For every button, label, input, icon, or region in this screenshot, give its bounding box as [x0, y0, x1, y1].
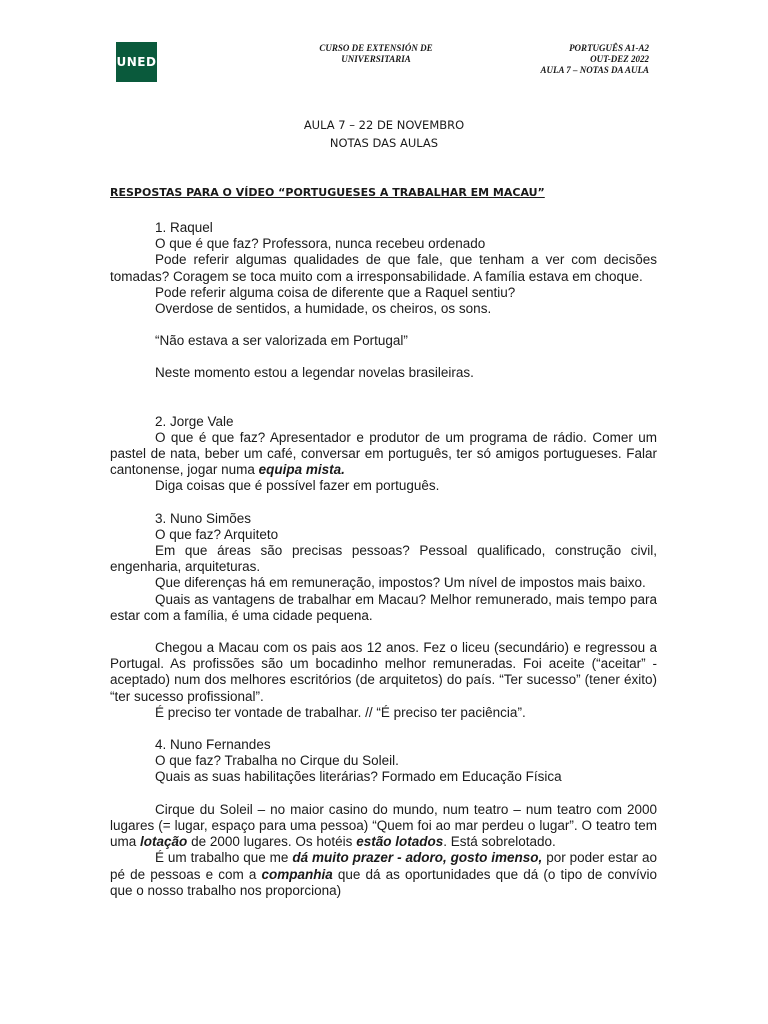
paragraph: Neste momento estou a legendar novelas brasileiras.: [155, 365, 474, 381]
level-line: PORTUGUÊS A1-A2: [569, 43, 649, 53]
paragraph: [110, 802, 657, 851]
paragraph: Quais as suas habilitações literárias? Formado em Educação Física: [155, 769, 562, 785]
text: . Está sobrelotado.: [443, 834, 556, 850]
uned-logo: UNED: [116, 42, 157, 82]
paragraph: Chegou a Macau com os pais aos 12 anos. Fez o liceu (secundário) e regressou a Portugal. As profissões são um bocadinho melhor remuneradas. Foi aceite (“aceitar” - aceptado) num dos melhores escritórios (de arquitetos) do país. “Ter sucesso” (tener éxito) “ter sucesso profissional”.: [110, 640, 657, 704]
course-line-1: CURSO DE EXTENSIÓN DE: [319, 43, 433, 53]
lesson-line: AULA 7 – NOTAS DA AULA: [540, 65, 649, 75]
text: de 2000 lugares. Os hotéis: [191, 834, 353, 850]
emphasis: dá muito prazer - adoro, gosto imenso,: [292, 850, 543, 866]
course-line-2: UNIVERSITARIA: [341, 54, 411, 64]
paragraph: [110, 430, 657, 479]
paragraph: Em que áreas são precisas pessoas? Pessoal qualificado, construção civil, engenharia, arquiteturas.: [110, 543, 657, 575]
emphasis: estão lotados: [356, 834, 444, 850]
paragraph: Pode referir alguma coisa de diferente que a Raquel sentiu?: [155, 284, 516, 300]
emphasis: companhia: [261, 866, 333, 882]
course-header: [286, 43, 466, 65]
paragraph: O que faz? Arquiteto: [155, 526, 279, 542]
paragraph: [110, 850, 657, 899]
text: Cirque du Soleil – no maior casino do mundo, num teatro – num teatro com 2000 lugares (= lugar, espaço para uma pessoa) “Quem foi ao mar perdeu o lugar”. O teatro tem uma: [110, 801, 657, 850]
page-title-block: [0, 116, 768, 152]
paragraph: Que diferenças há em remuneração, impostos? Um nível de impostos mais baixo.: [155, 575, 646, 591]
paragraph: Pode referir algumas qualidades de que fale, que tenham a ver com decisões tomadas? Coragem se toca muito com a irresponsabilidade. A família estava em choque.: [110, 252, 657, 284]
paragraph: É preciso ter vontade de trabalhar. // “É preciso ter paciência”.: [155, 704, 526, 720]
paragraph: Diga coisas que é possível fazer em português.: [155, 478, 440, 494]
person-heading-nuno-fernandes: 4. Nuno Fernandes: [155, 737, 271, 753]
text: que dá as oportunidades que dá (o tipo de convívio que o nosso trabalho nos proporciona): [110, 866, 657, 898]
quote: “Não estava a ser valorizada em Portugal”: [155, 333, 408, 349]
person-heading-raquel: 1. Raquel: [155, 220, 213, 235]
paragraph: O que é que faz? Professora, nunca recebeu ordenado: [155, 236, 486, 252]
text: É um trabalho que me: [155, 850, 289, 866]
person-heading-nuno-simoes: 3. Nuno Simões: [155, 510, 252, 526]
emphasis: equipa mista.: [258, 462, 345, 478]
period-line: OUT-DEZ 2022: [590, 54, 649, 64]
text: por poder estar ao pé de pessoas e com a: [110, 850, 657, 882]
document-body: [110, 220, 657, 899]
paragraph: Quais as vantagens de trabalhar em Macau? Melhor remunerado, mais tempo para estar com a família, é uma cidade pequena.: [110, 591, 657, 623]
text: O que é que faz? Apresentador e produtor de um programa de rádio. Comer um pastel de nata, beber um café, conversar em português, ter só amigos portugueses. Falar cantonense, jogar numa: [110, 429, 657, 478]
page-title: AULA 7 – 22 DE NOVEMBRO: [303, 118, 465, 132]
course-info-header: [490, 43, 649, 76]
section-heading: RESPOSTAS PARA O VÍDEO “PORTUGUESES A TRABALHAR EM MACAU”: [110, 186, 545, 199]
paragraph: Overdose de sentidos, a humidade, os cheiros, os sons.: [155, 301, 492, 317]
page-subtitle: NOTAS DAS AULAS: [329, 136, 439, 150]
paragraph: O que faz? Trabalha no Cirque du Soleil.: [155, 753, 399, 769]
emphasis: lotação: [140, 834, 188, 850]
person-heading-jorge: 2. Jorge Vale: [155, 413, 234, 429]
